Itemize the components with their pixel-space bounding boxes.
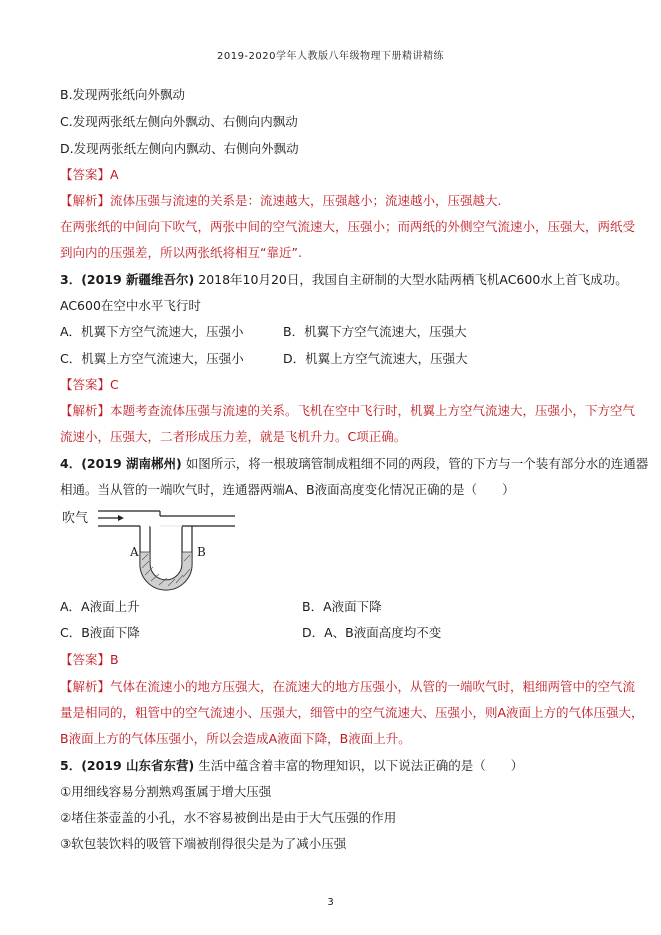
option-c: C.发现两张纸左侧向外飘动、右侧向内飘动 [60, 114, 298, 129]
water-fill [140, 552, 192, 590]
page-header: 2019-2020学年人教版八年级物理下册精讲精练 [216, 51, 444, 62]
analysis-1-line-2: 在两张纸的中间向下吹气，两张中间的空气流速大，压强小；而两纸的外侧空气流速小，压强大，两纸受 [60, 219, 636, 234]
question-4-option-d: D．A、B液面高度均不变 [302, 625, 442, 640]
question-3 [60, 271, 628, 289]
u-tube-inner [150, 526, 182, 580]
question-3-text: 2018年10月20日，我国自主研制的大型水陆两栖飞机AC600水上首飞成功。 [194, 272, 628, 287]
question-4-option-c: C．B液面下降 [60, 625, 140, 640]
question-3-source: 3．(2019 新疆维吾尔) [60, 272, 195, 287]
question-4-source: 4．(2019 湖南郴州) [60, 456, 182, 471]
question-5-item-1: ①用细线容易分割熟鸡蛋属于增大压强 [60, 784, 272, 799]
analysis-4-line-3: B液面上方的气体压强小，所以会造成A液面下降，B液面上升。 [60, 731, 411, 746]
question-4-option-a: A．A液面上升 [60, 599, 140, 614]
analysis-1-line-3: 到向内的压强差，所以两张纸将相互“靠近”. [60, 245, 302, 260]
question-3-option-c: C．机翼上方空气流速大，压强小 [60, 351, 244, 366]
page-number: 3 [327, 897, 334, 908]
analysis-4-line-2: 量是相同的，粗管中的空气流速小、压强大，细管中的空气流速大、压强小，则A液面上方的气体压强大， [60, 705, 644, 720]
question-4-option-b: B．A液面下降 [302, 599, 382, 614]
blow-label: 吹气 [62, 511, 89, 526]
option-d: D.发现两张纸左侧向内飘动、右侧向外飘动 [60, 141, 299, 156]
tube-diagram [60, 502, 245, 597]
arrow-head-icon [118, 515, 124, 521]
question-5-text: 生活中蕴含着丰富的物理知识，以下说法正确的是（ ） [194, 758, 524, 773]
question-3-text-2: AC600在空中水平飞行时 [60, 298, 201, 313]
label-b: B [197, 545, 206, 559]
question-4 [60, 455, 648, 473]
label-a: A [130, 545, 139, 559]
analysis-3-line-1: 【解析】本题考查流体压强与流速的关系。飞机在空中飞行时，机翼上方空气流速大，压强小，下方空气 [60, 403, 636, 418]
analysis-3-line-2: 流速小，压强大，二者形成压力差，就是飞机升力。C项正确。 [60, 429, 407, 444]
answer-3: 【答案】C [60, 377, 119, 392]
answer-1: 【答案】A [60, 167, 119, 182]
question-5-source: 5．(2019 山东省东营) [60, 758, 195, 773]
analysis-1-line-1: 【解析】流体压强与流速的关系是：流速越大，压强越小；流速越小，压强越大. [60, 193, 502, 208]
question-5 [60, 757, 523, 775]
question-3-option-a: A．机翼下方空气流速大，压强小 [60, 324, 244, 339]
question-3-option-d: D．机翼上方空气流速大，压强大 [283, 351, 468, 366]
question-5-item-2: ②堵住茶壶盖的小孔，水不容易被倒出是由于大气压强的作用 [60, 810, 397, 825]
option-b: B.发现两张纸向外飘动 [60, 87, 186, 102]
question-3-option-b: B．机翼下方空气流速大，压强大 [283, 324, 467, 339]
question-4-text-2: 相通。当从管的一端吹气时，连通器两端A、B液面高度变化情况正确的是（ ） [60, 482, 515, 497]
answer-4: 【答案】B [60, 652, 119, 667]
question-4-text: 如图所示，将一根玻璃管制成粗细不同的两段，管的下方与一个装有部分水的连通器 [181, 456, 649, 471]
analysis-4-line-1: 【解析】气体在流速小的地方压强大，在流速大的地方压强小，从管的一端吹气时，粗细两管中的空气流 [60, 679, 636, 694]
question-5-item-3: ③软包装饮料的吸管下端被削得很尖是为了减小压强 [60, 836, 347, 851]
